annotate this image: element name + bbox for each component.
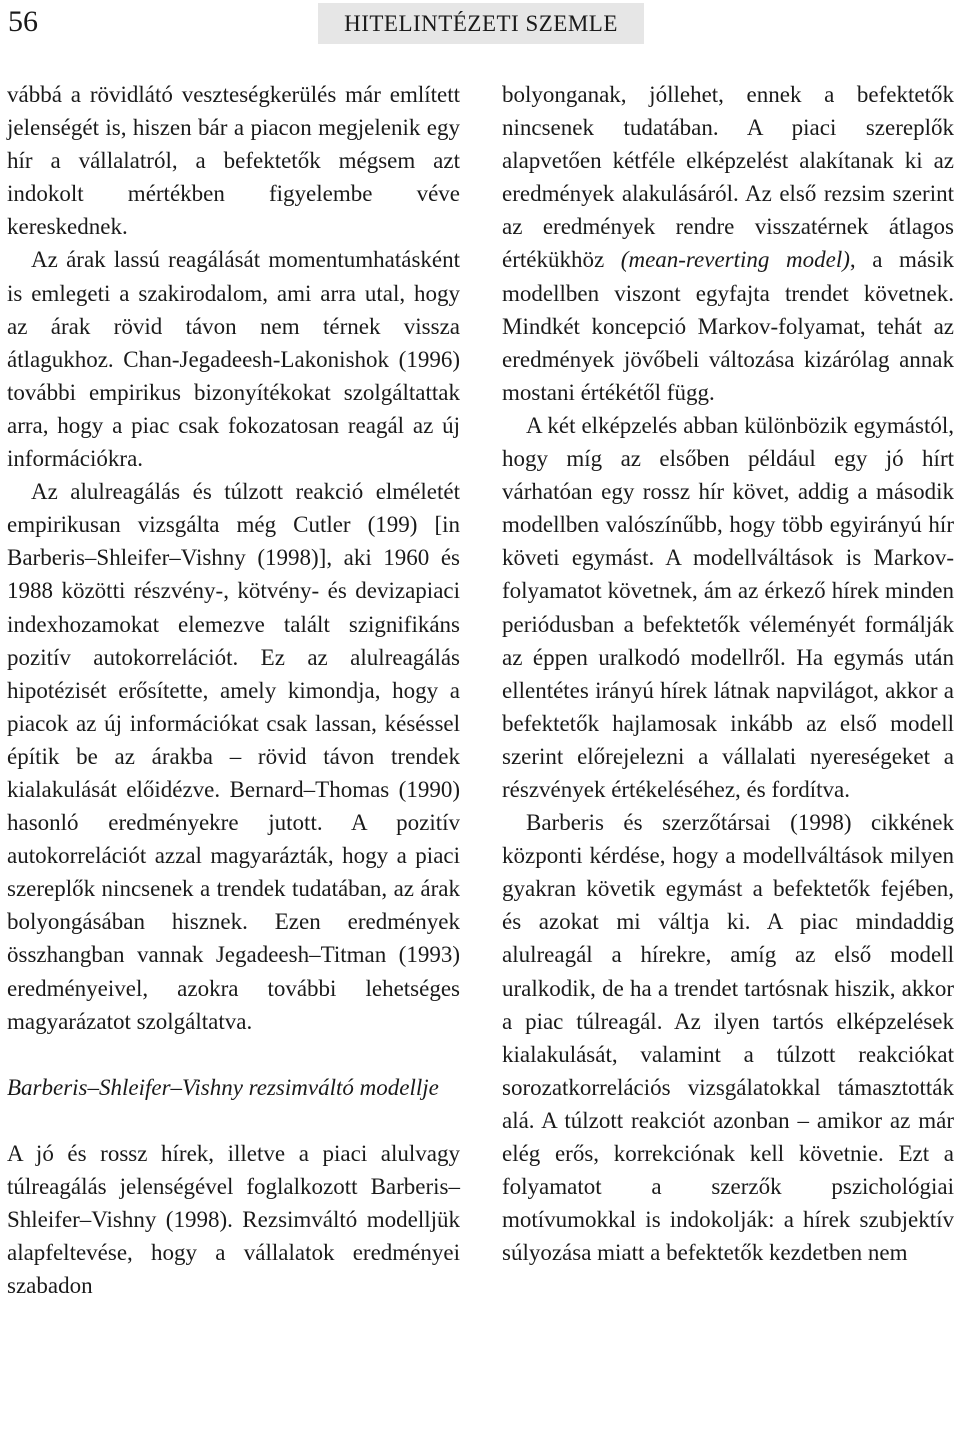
journal-title: HITELINTÉZETI SZEMLE	[318, 3, 644, 44]
paragraph: A jó és rossz hírek, illetve a piaci alulvagy túlreagálás jelenségével foglalkozott Barberis–Shleifer–Vishny (1998). Rezsimváltó modelljük alapfeltevése, hogy a vállalatok eredményei szabadon	[7, 1140, 460, 1299]
paragraph: Barberis és szerzőtársai (1998) cikkének központi kérdése, hogy a modellváltások milyen gyakran követik egymást a befektetők fejében, és azokat mi váltja ki. A piac mindaddig alulreagál a hírekre, amíg az első modell uralkodik, de ha a trendet tartósnak hiszik, akkor a piac túlreagál. Az ilyen tartós elképzelések kialakulását, valamint a túlzott reakciókat sorozatkorrelációs vizsgálatokkal támasztották alá. A túlzott reakciót azonban – amikor az már elég erős, korrekciónak kell követnie. Ezt a folyamatot a szerzők pszichológiai motívumokkal is indokolják: a hírek szubjektív súlyozása miatt a befektetők kezdetben nem	[502, 810, 954, 1266]
left-column	[7, 78, 460, 1302]
italic-term: (mean-reverting model)	[620, 247, 850, 273]
paragraph: vábbá a rövidlátó veszteségkerülés már említett jelenségét is, hiszen bár a piacon megjelenik egy hír a vállalatról, a befektetők mégsem azt indokolt mértékben figyelembe véve kereskednek.	[7, 82, 460, 240]
section-subheading: Barberis–Shleifer–Vishny rezsimváltó modellje	[7, 1074, 439, 1100]
paragraph: Az alulreagálás és túlzott reakció elméletét empirikusan vizsgálta még Cutler (199) [in Barberis–Shleifer–Vishny (1998)], aki 1960 és 1988 közötti részvény-, kötvény- és devizapiaci indexhozamokat elemezve talált szignifikáns pozitív autokorrelációt. Ez az alulreagálás hipotézisét erősítette, amely kimondja, hogy a piacok az új információkat csak lassan, késéssel építik be az árakba – rövid távon trendek kialakulását előidézve. Bernard–Thomas (1990) hasonló eredményekre jutott. A pozitív autokorrelációt azzal magyarázták, hogy a piaci szereplők nincsenek a trendek tudatában, az árak bolyongásában hisznek. Ezen eredmények összhangban vannak Jegadeesh–Titman (1993) eredményeivel, azokra további lehetséges magyarázatot szolgáltatva.	[7, 479, 460, 1034]
paragraph: A két elképzelés abban különbözik egymástól, hogy míg az elsőben például egy jó hírt várhatóan egy rossz hír követ, addig a második modellben valószínűbb, hogy több egyirányú hír követi egymást. A modellváltások is Markov-folyamatot követnek, ám az érkező hírek minden periódusban a befektetők véleményét formálják az éppen uralkodó modellről. Ha egymás után ellentétes irányú hírek látnak napvilágot, akkor a befektetők hajlamosak inkább az első modell szerint előrejelezni a vállalati nyereségeket a részvények értékeléséhez, és fordítva.	[502, 412, 954, 802]
right-column	[502, 78, 954, 1269]
text-run: , a másik modellben viszont egyfajta trendet követnek. Mindkét koncepció Markov-folyamat, tehát az eredmények jövőbeli változása kizárólag annak mostani értékétől függ.	[502, 247, 954, 405]
paragraph	[502, 78, 954, 409]
text-run: bolyonganak, jóllehet, ennek a befektetők nincsenek tudatában. A piaci szereplők alapvetően kétféle elképzelést alakítanak ki az eredmények alakulásáról. Az első rezsim szerint az eredmények rendre visszatérnek átlagos értékükhöz	[502, 82, 954, 273]
page-header	[0, 0, 960, 46]
page-number: 56	[8, 5, 38, 38]
paragraph: Az árak lassú reagálását momentumhatásként is emlegeti a szakirodalom, ami arra utal, hogy az árak rövid távon nem térnek vissza átlagukhoz. Chan-Jegadeesh-Lakonishok (1996) további empirikus bizonyítékokat szolgáltattak arra, hogy a piac csak fokozatosan reagál az új információkra.	[7, 247, 460, 472]
